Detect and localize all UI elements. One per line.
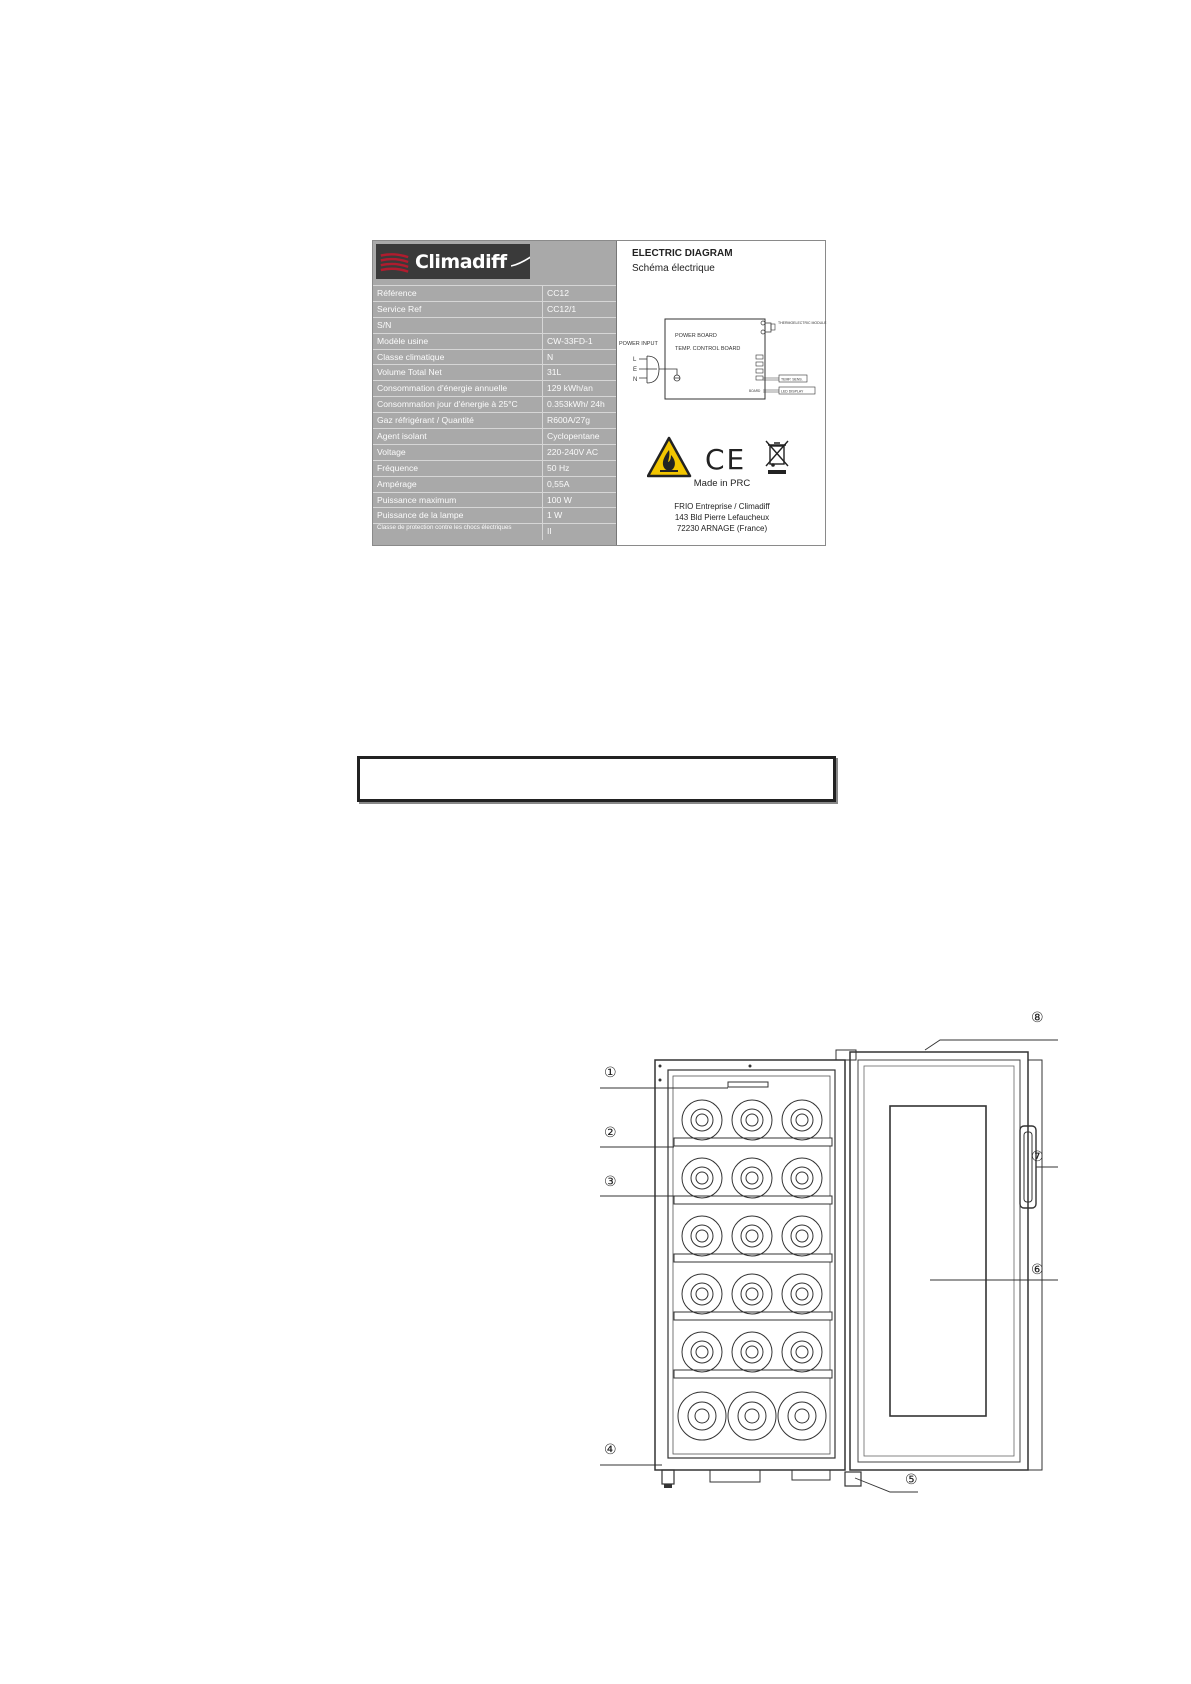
cabinet-outline — [655, 1060, 845, 1470]
empty-frame — [357, 756, 836, 802]
class-ii-value: II — [547, 526, 552, 537]
temp-sensor-label: TEMP. SENS. — [781, 377, 803, 382]
callout-1: ① — [604, 1065, 617, 1081]
spec-row: Volume Total Net 31L — [373, 364, 616, 380]
callout-2: ② — [604, 1125, 617, 1141]
flammable-warning-icon — [648, 438, 690, 476]
brand-name: Climadiff — [414, 250, 507, 273]
lamp-icon — [728, 1082, 768, 1087]
power-input-label: POWER INPUT — [619, 341, 658, 347]
address-line: 72230 ARNAGE (France) — [676, 524, 768, 533]
callout-7: ⑦ — [1031, 1149, 1044, 1165]
brand-swoosh-icon — [511, 255, 530, 269]
spec-row: Gaz réfrigérant / Quantité R600A/27g — [373, 412, 616, 428]
callout-5: ⑤ — [905, 1472, 918, 1488]
diagram-title: ELECTRIC DIAGRAM — [632, 248, 733, 259]
spec-row: Service Ref CC12/1 — [373, 301, 616, 317]
brand-waves-icon — [380, 250, 409, 274]
electric-diagram — [617, 311, 827, 421]
wine-bottles — [678, 1100, 826, 1440]
callout-8: ⑧ — [1031, 1010, 1044, 1026]
spec-row: Voltage 220-240V AC — [373, 444, 616, 460]
diagram-panel — [617, 241, 825, 545]
spec-row: Consommation jour d'énergie à 25°C 0.353kWh/ 24h — [373, 396, 616, 412]
spec-row: Ampérage 0,55A — [373, 476, 616, 492]
line-l-label: L — [633, 357, 637, 363]
spec-row: Agent isolant Cyclopentane — [373, 428, 616, 444]
rating-plate — [372, 240, 826, 546]
brand-logo — [376, 244, 530, 279]
address-line: FRIO Entreprise / Climadiff — [674, 502, 770, 511]
spec-row: Modèle usine CW-33FD-1 — [373, 333, 616, 349]
weee-crossed-bin-icon — [766, 441, 788, 474]
spec-row: Fréquence 50 Hz — [373, 460, 616, 476]
spec-row: S/N — [373, 317, 616, 333]
manufacturer-address — [617, 501, 827, 534]
power-board-label: POWER BOARD — [675, 333, 717, 339]
made-in-label: Made in PRC — [693, 478, 751, 489]
spec-row: Puissance maximum 100 W — [373, 492, 616, 508]
diagram-subtitle: Schéma électrique — [632, 263, 715, 274]
spec-row: Classe de protection contre les chocs électriques II — [373, 523, 616, 540]
callout-6: ⑥ — [1031, 1262, 1044, 1278]
callout-4: ④ — [604, 1442, 617, 1458]
leader-lines — [600, 1040, 1058, 1492]
spec-row: Référence CC12 — [373, 285, 616, 301]
spec-table — [373, 285, 616, 540]
callout-3: ③ — [604, 1174, 617, 1190]
thermo-module-label: THERMOELECTRIC MODULE — [778, 321, 827, 325]
line-e-label: E — [633, 367, 638, 373]
spec-row: Classe climatique N — [373, 349, 616, 365]
glass-door — [850, 1052, 1028, 1470]
control-board-label: TEMP. CONTROL BOARD — [675, 346, 741, 352]
board-label: BOARD — [749, 389, 761, 393]
led-display-label: LED DISPLAY — [781, 389, 804, 394]
wine-cooler-diagram — [600, 1010, 1080, 1510]
ce-mark-icon: CE — [705, 443, 747, 476]
address-line: 143 Bld Pierre Lefaucheux — [674, 513, 770, 522]
spec-row: Consommation d'énergie annuelle 129 kWh/an — [373, 380, 616, 396]
spec-panel — [373, 241, 617, 545]
adjustable-foot-icon — [662, 1470, 674, 1484]
line-n-label: N — [633, 377, 638, 383]
spec-row: Puissance de la lampe 1 W — [373, 507, 616, 523]
glass-panel — [890, 1106, 986, 1416]
